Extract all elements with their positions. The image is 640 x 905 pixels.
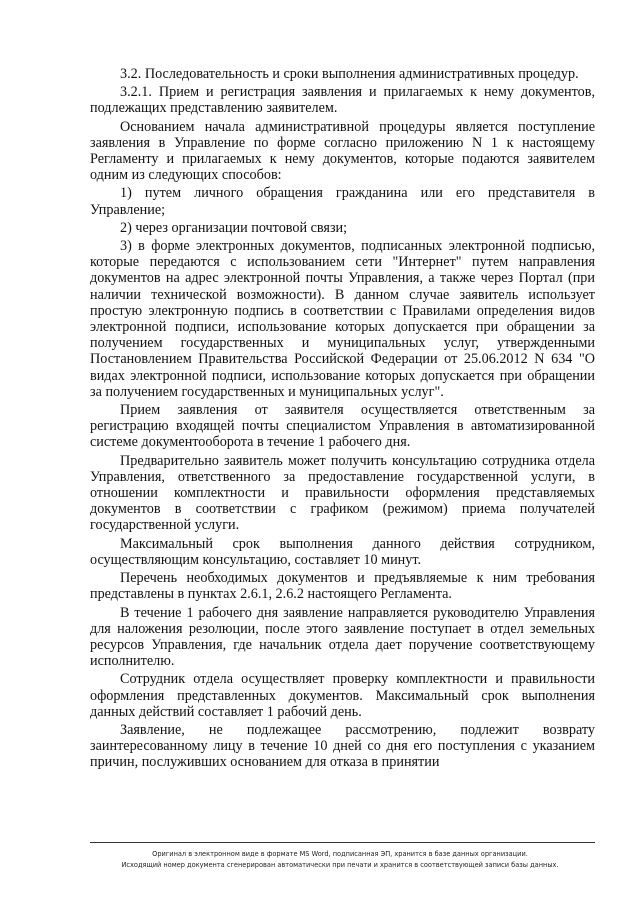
document-body <box>90 66 595 773</box>
paragraph-basis: Основанием начала административной процедуры является поступление заявления в Управление по форме согласно приложению N 1 к настоящему Регламенту и прилагаемых к нему документов, которые подаются заявителем одним из следующих способов: <box>90 118 595 184</box>
paragraph-consultation: Предварительно заявитель может получить консультацию сотрудника отдела Управления, ответственного за предоставление государственной услуги, в отношении комплектности и правильности оформления представляемых документов в соответствии с графиком (режимом) приема получателей государственной услуги. <box>90 452 595 534</box>
paragraph-return: Заявление, не подлежащее рассмотрению, подлежит возврату заинтересованному лицу в течение 10 дней со дня его поступления с указанием причин, послуживших основанием для отказа в принятии <box>90 721 595 771</box>
footer-note-original: Оригинал в электронном виде в формате MS Word, подписанная ЭП, хранится в базе данных организации. <box>152 850 528 858</box>
list-item-electronic: 3) в форме электронных документов, подписанных электронной подписью, которые передаются с использованием сети "Интернет" путем направления документов на адрес электронной почты Управления, а также через Портал (при наличии технической возможности). В данном случае заявитель использует простую электронную подпись в соответствии с Правилами определения видов электронной подписи, использование которых допускается при обращении за получением государственных и муниципальных услуг, утвержденными Постановлением Правительства Российской Федерации от 25.06.2012 N 634 "О видах электронной подписи, использование которых допускается при обращении за получением государственных и муниципальных услуг". <box>90 238 595 400</box>
footer-divider <box>90 842 595 843</box>
paragraph-subsection-heading: 3.2.1. Прием и регистрация заявления и прилагаемых к нему документов, подлежащих представлению заявителем. <box>90 84 595 117</box>
paragraph-max-time: Максимальный срок выполнения данного действия сотрудником, осуществляющим консультацию, составляет 10 минут. <box>90 535 595 568</box>
paragraph-documents-list: Перечень необходимых документов и предъявляемые к ним требования представлены в пунктах 2.6.1, 2.6.2 настоящего Регламента. <box>90 570 595 603</box>
paragraph-registration: Прием заявления от заявителя осуществляется ответственным за регистрацию входящей почты специалистом Управления в автоматизированной системе документооборота в течение 1 рабочего дня. <box>90 402 595 451</box>
page-footer <box>60 849 620 871</box>
list-item-personal: 1) путем личного обращения гражданина или его представителя в Управление; <box>90 185 595 218</box>
footer-note-number: Исходящий номер документа сгенерирован автоматически при печати и хранится в соответствующей записи базы данных. <box>121 861 559 869</box>
paragraph-resolution: В течение 1 рабочего дня заявление направляется руководителю Управления для наложения резолюции, после этого заявление поступает в отдел земельных ресурсов Управления, где начальник отдела дает поручение соответствующему исполнителю. <box>90 604 595 670</box>
paragraph-section-heading: 3.2. Последовательность и сроки выполнения административных процедур. <box>120 66 579 82</box>
list-item-postal: 2) через организации почтовой связи; <box>120 219 348 236</box>
paragraph-verification: Сотрудник отдела осуществляет проверку комплектности и правильности оформления представленных документов. Максимальный срок выполнения данных действий составляет 1 рабочий день. <box>90 671 595 720</box>
